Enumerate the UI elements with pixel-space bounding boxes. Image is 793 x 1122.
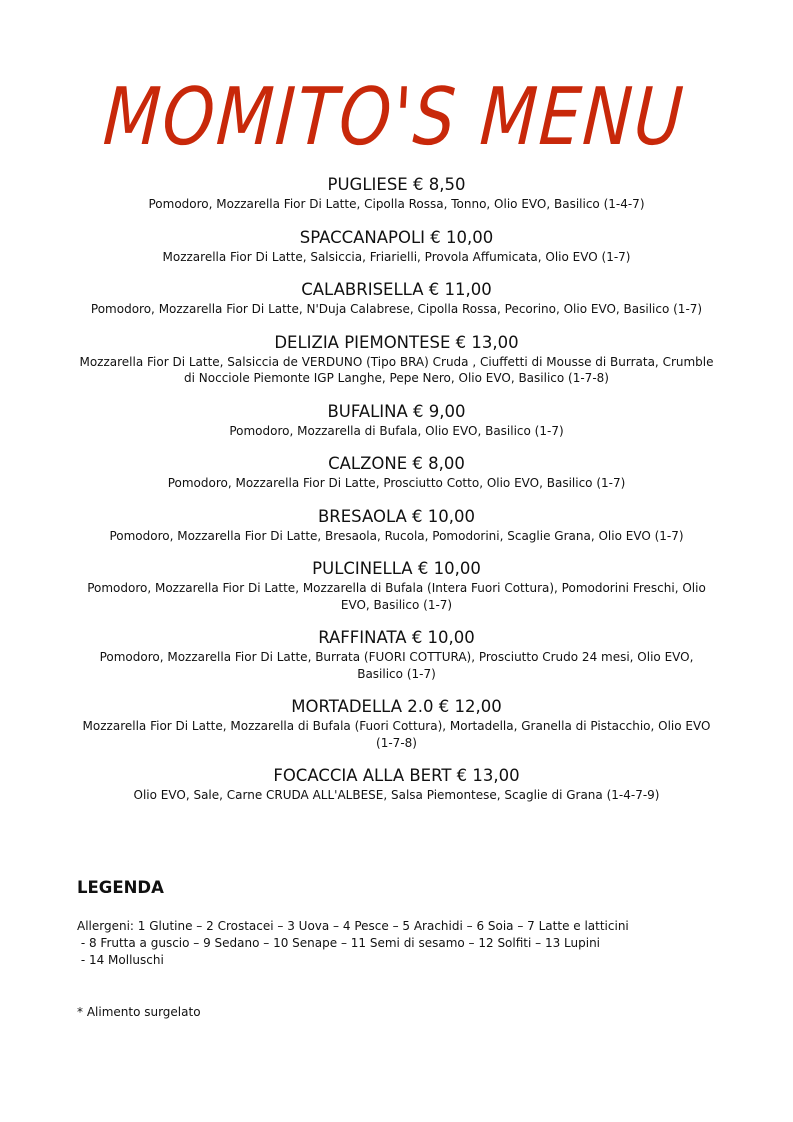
menu-item — [78, 696, 715, 751]
item-name: BUFALINA € 9,00 — [327, 401, 466, 421]
item-name: CALABRISELLA € 11,00 — [301, 280, 492, 299]
menu-list — [78, 174, 715, 818]
item-name: CALZONE € 8,00 — [328, 454, 465, 473]
item-description: Pomodoro, Mozzarella Fior Di Latte, N'Duja Calabrese, Cipolla Rossa, Pecorino, Olio EVO, Basilico (1-7) — [90, 302, 703, 316]
item-description: Pomodoro, Mozzarella Fior Di Latte, Bresaola, Rucola, Pomodorini, Scaglie Grana, Olio EVO (1-7) — [109, 528, 684, 543]
item-description: Mozzarella Fior Di Latte, Mozzarella di Bufala (Fuori Cottura), Mortadella, Granella di Pistacchio, Olio EVO (1-7-8) — [82, 719, 711, 750]
menu-item — [78, 332, 715, 387]
allergen-line: - 8 Frutta a guscio – 9 Sedano – 10 Senape – 11 Semi di sesamo – 12 Solfiti – 13 Lupini — [77, 936, 601, 950]
menu-item — [78, 627, 715, 682]
allergen-line: - 14 Molluschi — [77, 953, 164, 967]
item-description: Pomodoro, Mozzarella Fior Di Latte, Cipolla Rossa, Tonno, Olio EVO, Basilico (1-4-7) — [148, 197, 645, 211]
menu-item — [78, 558, 715, 613]
menu-item — [78, 453, 715, 492]
menu-item — [78, 506, 715, 545]
item-name: MORTADELLA 2.0 € 12,00 — [291, 697, 502, 716]
item-description: Mozzarella Fior Di Latte, Salsiccia de VERDUNO (Tipo BRA) Cruda , Ciuffetti di Mousse di Burrata, Crumble di Nocciole Piemonte IGP Langhe, Pepe Nero, Olio EVO, Basilico (1-7-8) — [79, 354, 714, 385]
item-description: Pomodoro, Mozzarella Fior Di Latte, Mozzarella di Bufala (Intera Fuori Cottura), Pomodorini Freschi, Olio EVO, Basilico (1-7) — [87, 581, 706, 612]
menu-item — [78, 765, 715, 804]
menu-item — [78, 401, 715, 440]
item-name: PULCINELLA € 10,00 — [312, 559, 481, 578]
menu-item — [78, 174, 715, 213]
menu-title: MOMITO'S MENU — [101, 70, 688, 164]
allergen-line: Allergeni: 1 Glutine – 2 Crostacei – 3 Uova – 4 Pesce – 5 Arachidi – 6 Soia – 7 Latte e latticini — [77, 919, 629, 933]
legenda-title: LEGENDA — [77, 878, 164, 897]
legenda-section — [77, 877, 717, 969]
item-description: Pomodoro, Mozzarella Fior Di Latte, Prosciutto Cotto, Olio EVO, Basilico (1-7) — [167, 476, 626, 490]
item-name: PUGLIESE € 8,50 — [327, 175, 466, 194]
item-name: FOCACCIA ALLA BERT € 13,00 — [273, 766, 520, 785]
item-name: DELIZIA PIEMONTESE € 13,00 — [274, 332, 519, 352]
item-name: SPACCANAPOLI € 10,00 — [299, 227, 494, 247]
item-name: RAFFINATA € 10,00 — [318, 628, 475, 647]
item-description: Pomodoro, Mozzarella Fior Di Latte, Burrata (FUORI COTTURA), Prosciutto Crudo 24 mesi, Olio EVO, Basilico (1-7) — [99, 650, 694, 681]
menu-item — [78, 279, 715, 318]
item-description: Pomodoro, Mozzarella di Bufala, Olio EVO, Basilico (1-7) — [229, 423, 564, 438]
item-description: Olio EVO, Sale, Carne CRUDA ALL'ALBESE, Salsa Piemontese, Scaglie di Grana (1-4-7-9) — [133, 788, 660, 802]
frozen-note: * Alimento surgelato — [77, 1005, 201, 1019]
menu-item — [78, 227, 715, 266]
item-name: BRESAOLA € 10,00 — [317, 506, 476, 526]
item-description: Mozzarella Fior Di Latte, Salsiccia, Friarielli, Provola Affumicata, Olio EVO (1-7) — [162, 249, 631, 264]
